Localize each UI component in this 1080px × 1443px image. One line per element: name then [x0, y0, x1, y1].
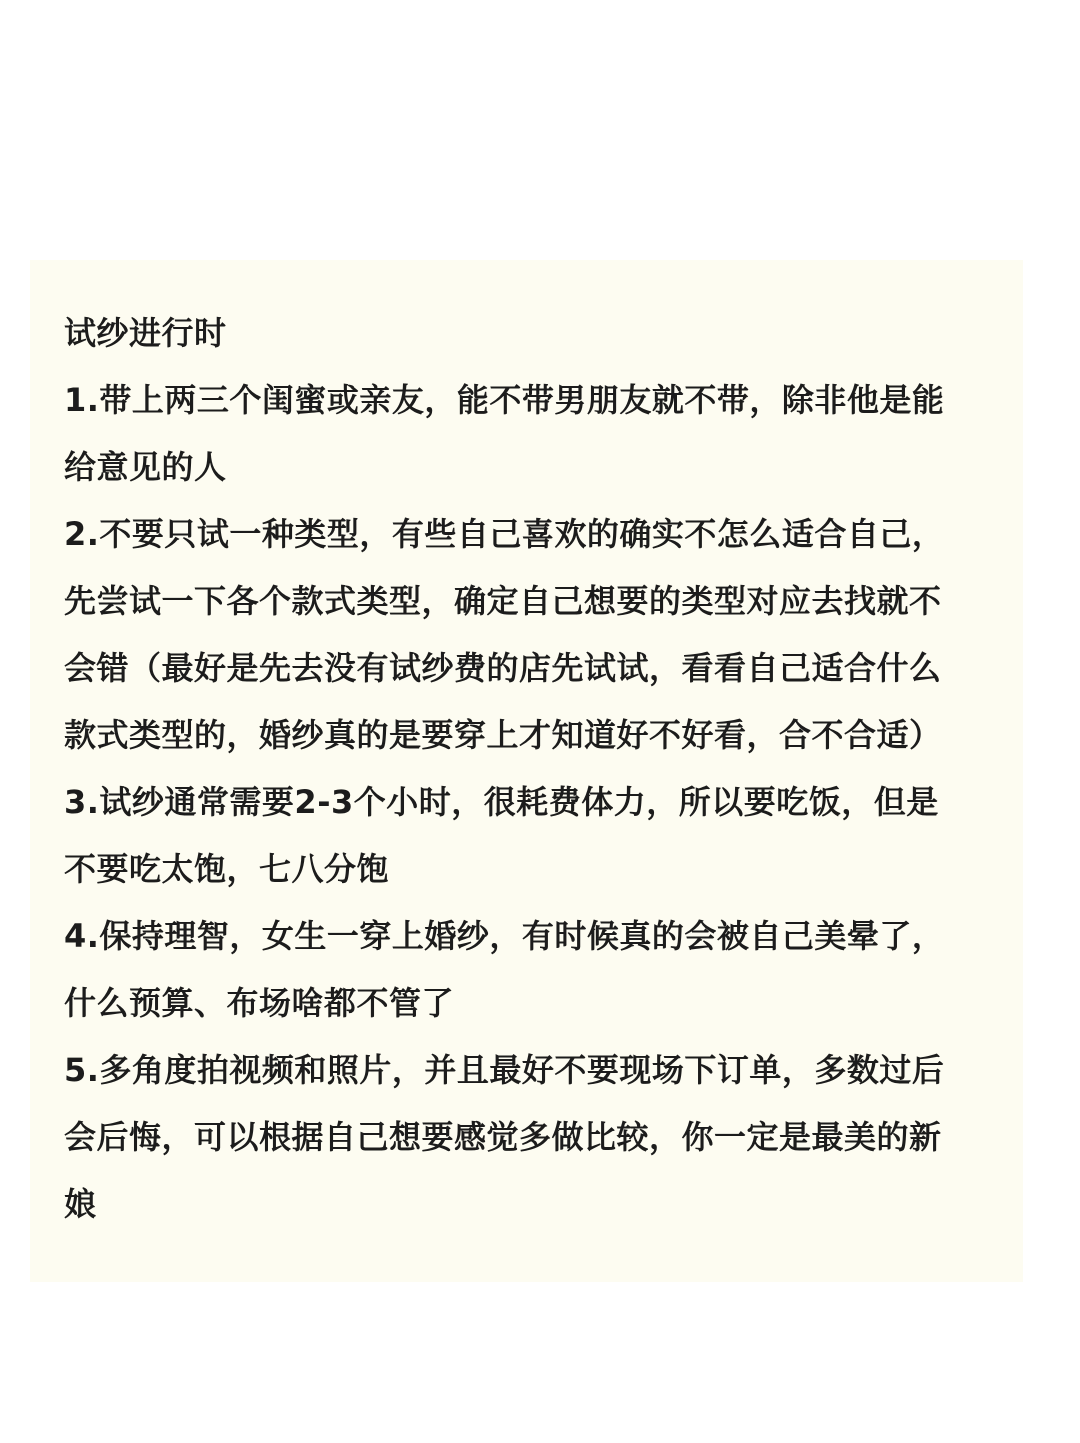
note-content	[64, 300, 994, 1238]
note-line: 3.试纱通常需要2-3个小时，很耗费体力，所以要吃饭，但是	[64, 783, 939, 821]
note-line: 4.保持理智，女生一穿上婚纱，有时候真的会被自己美晕了，	[64, 917, 945, 955]
note-line: 5.多角度拍视频和照片，并且最好不要现场下订单，多数过后	[64, 1051, 945, 1089]
note-card	[30, 260, 1023, 1282]
note-title: 试纱进行时	[64, 314, 227, 352]
note-line: 2.不要只试一种类型，有些自己喜欢的确实不怎么适合自己，	[64, 515, 945, 553]
note-line: 1.带上两三个闺蜜或亲友，能不带男朋友就不带，除非他是能	[64, 381, 945, 419]
note-line: 给意见的人	[64, 448, 227, 486]
note-line: 款式类型的，婚纱真的是要穿上才知道好不好看，合不合适）	[64, 716, 942, 754]
note-line: 会后悔，可以根据自己想要感觉多做比较，你一定是最美的新	[64, 1118, 942, 1156]
note-line: 娘	[64, 1185, 97, 1223]
note-line: 什么预算、布场啥都不管了	[64, 984, 455, 1022]
note-line: 先尝试一下各个款式类型，确定自己想要的类型对应去找就不	[64, 582, 942, 620]
note-line: 不要吃太饱，七八分饱	[64, 850, 390, 888]
note-line: 会错（最好是先去没有试纱费的店先试试，看看自己适合什么	[64, 649, 942, 687]
